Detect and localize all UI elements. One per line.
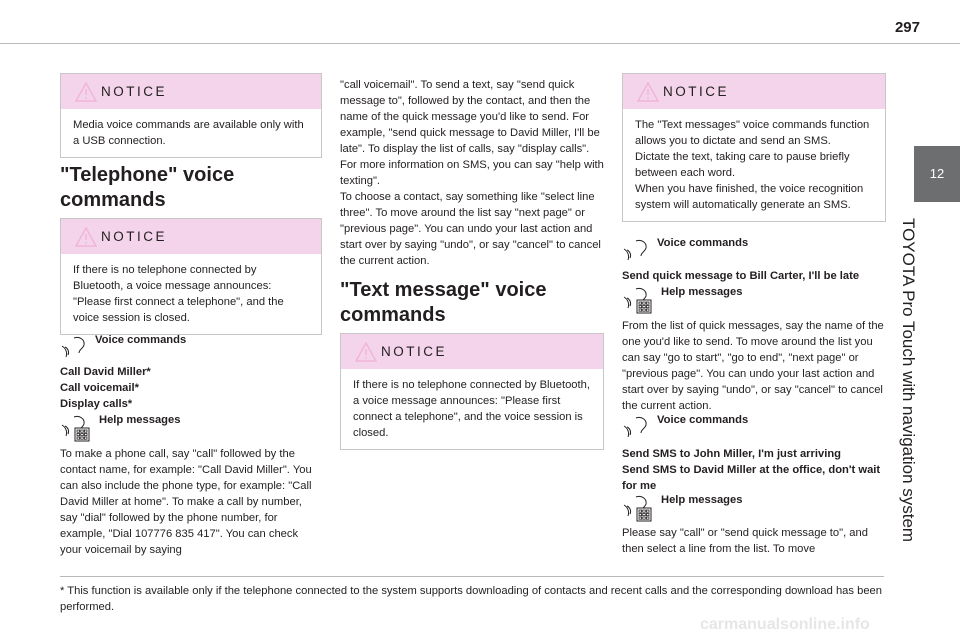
help-messages-label: Help messages [661,286,743,298]
voice-commands-heading [622,414,884,436]
help-text: Please say "call" or "send quick message to", and then select a line from the list. To move [622,527,868,555]
help-messages-label: Help messages [661,494,743,506]
notice-usb [60,73,322,158]
notice-text-messages [622,73,886,222]
section-title-text-message [340,278,608,328]
notice-line: Dictate the text, taking care to pause briefly between each word. [635,151,850,179]
voice-commands-label: Voice commands [657,414,749,426]
warning-icon [75,82,97,102]
voice-commands-label: Voice commands [95,334,187,346]
notice-text: If there is no telephone connected by Bluetooth, a voice message announces: "Please first connect a telephone", and the voice session is closed. [353,379,590,439]
notice-text: If there is no telephone connected by Bluetooth, a voice message announces: "Please first connect a telephone", and the voice session is closed. [73,264,284,324]
warning-icon [355,342,377,362]
help-messages-icon [60,414,94,442]
command-list [622,446,884,494]
help-messages-label: Help messages [99,414,181,426]
warning-icon [75,227,97,247]
footnote: * This function is available only if the telephone connected to the system supports downloading of contacts and recent calls and the corresponding download has been performed. [60,585,882,613]
notice-title: NOTICE [663,84,730,99]
notice-line: When you have finished, the voice recognition system will automatically generate an SMS. [635,183,864,211]
page-number: 297 [894,19,920,36]
command-item: Display calls* [60,398,133,410]
notice-text [623,109,885,221]
command-item: Send SMS to David Miller at the office, don't wait for me [622,464,881,492]
chapter-tab: 12 [914,146,960,202]
help-text: From the list of quick messages, say the name of the one you'd like to send. To move around the list you can say "go to start", "go to end", "next page" or "previous page". You can undo your last action and start over by saying "undo", or say "cancel" to cancel the current action. [622,320,884,412]
voice-command-icon [622,237,652,261]
voice-commands-label: Voice commands [657,237,749,249]
notice-header [341,334,603,369]
chapter-title-text: TOYOTA Pro Touch with navigation system [899,218,918,543]
watermark: carmanualsonline.info [700,616,870,633]
section-title-line: "Telephone" voice [60,164,235,186]
notice-title: NOTICE [101,229,168,244]
voice-commands-heading [60,334,320,356]
command-item: Call David Miller* [60,366,151,378]
warning-icon [637,82,659,102]
section-title-line: "Text message" voice [340,279,547,301]
voice-command-icon [622,414,652,438]
help-text: To make a phone call, say "call" followed by the contact name, for example: "Call David Miller". You can also include the phone type, for example: "Call David Miller at home". To make a call by number, say "dial" followed by the phone number, for example, "Dial 107776 835 417". You can check your voicemail by saying [60,448,312,556]
notice-title: NOTICE [381,344,448,359]
help-messages-heading [622,286,884,314]
body-text: "call voicemail". To send a text, say "send quick message to", followed by the contact, and then the name of the quick message you'd like to send. For example, "send quick message to David Miller, I'll be late". To display the list of calls, say "display calls". For more information on SMS, you can say "help with texting". [340,79,604,187]
notice-telephone [60,218,322,335]
command-item: Call voicemail* [60,382,139,394]
help-messages-icon [622,494,656,522]
header-divider [0,43,960,44]
section-title-line: commands [60,189,166,211]
notice-text: Media voice commands are available only with a USB connection. [73,119,304,147]
section-title-telephone [60,163,320,213]
notice-title: NOTICE [101,84,168,99]
command-list [60,364,320,412]
command-item: Send quick message to Bill Carter, I'll be late [622,270,860,282]
notice-header [61,74,321,109]
voice-command-icon [60,334,90,358]
chapter-title [898,218,942,618]
notice-line: The "Text messages" voice commands function allows you to dictate and send an SMS. [635,119,870,147]
help-messages-heading [60,414,320,442]
notice-sms-telephone [340,333,604,450]
command-item: Send SMS to John Miller, I'm just arriving [622,448,841,460]
section-title-line: commands [340,304,446,326]
footnote-divider [60,576,884,577]
body-text: To choose a contact, say something like "select line three". To move around the list say "next page" or "previous page". You can undo your last action and start over by saying "undo", or say "cancel" to cancel the current action. [340,191,601,267]
help-messages-heading [622,494,884,522]
help-messages-icon [622,286,656,314]
notice-header [623,74,885,109]
notice-header [61,219,321,254]
voice-commands-heading [622,237,884,259]
